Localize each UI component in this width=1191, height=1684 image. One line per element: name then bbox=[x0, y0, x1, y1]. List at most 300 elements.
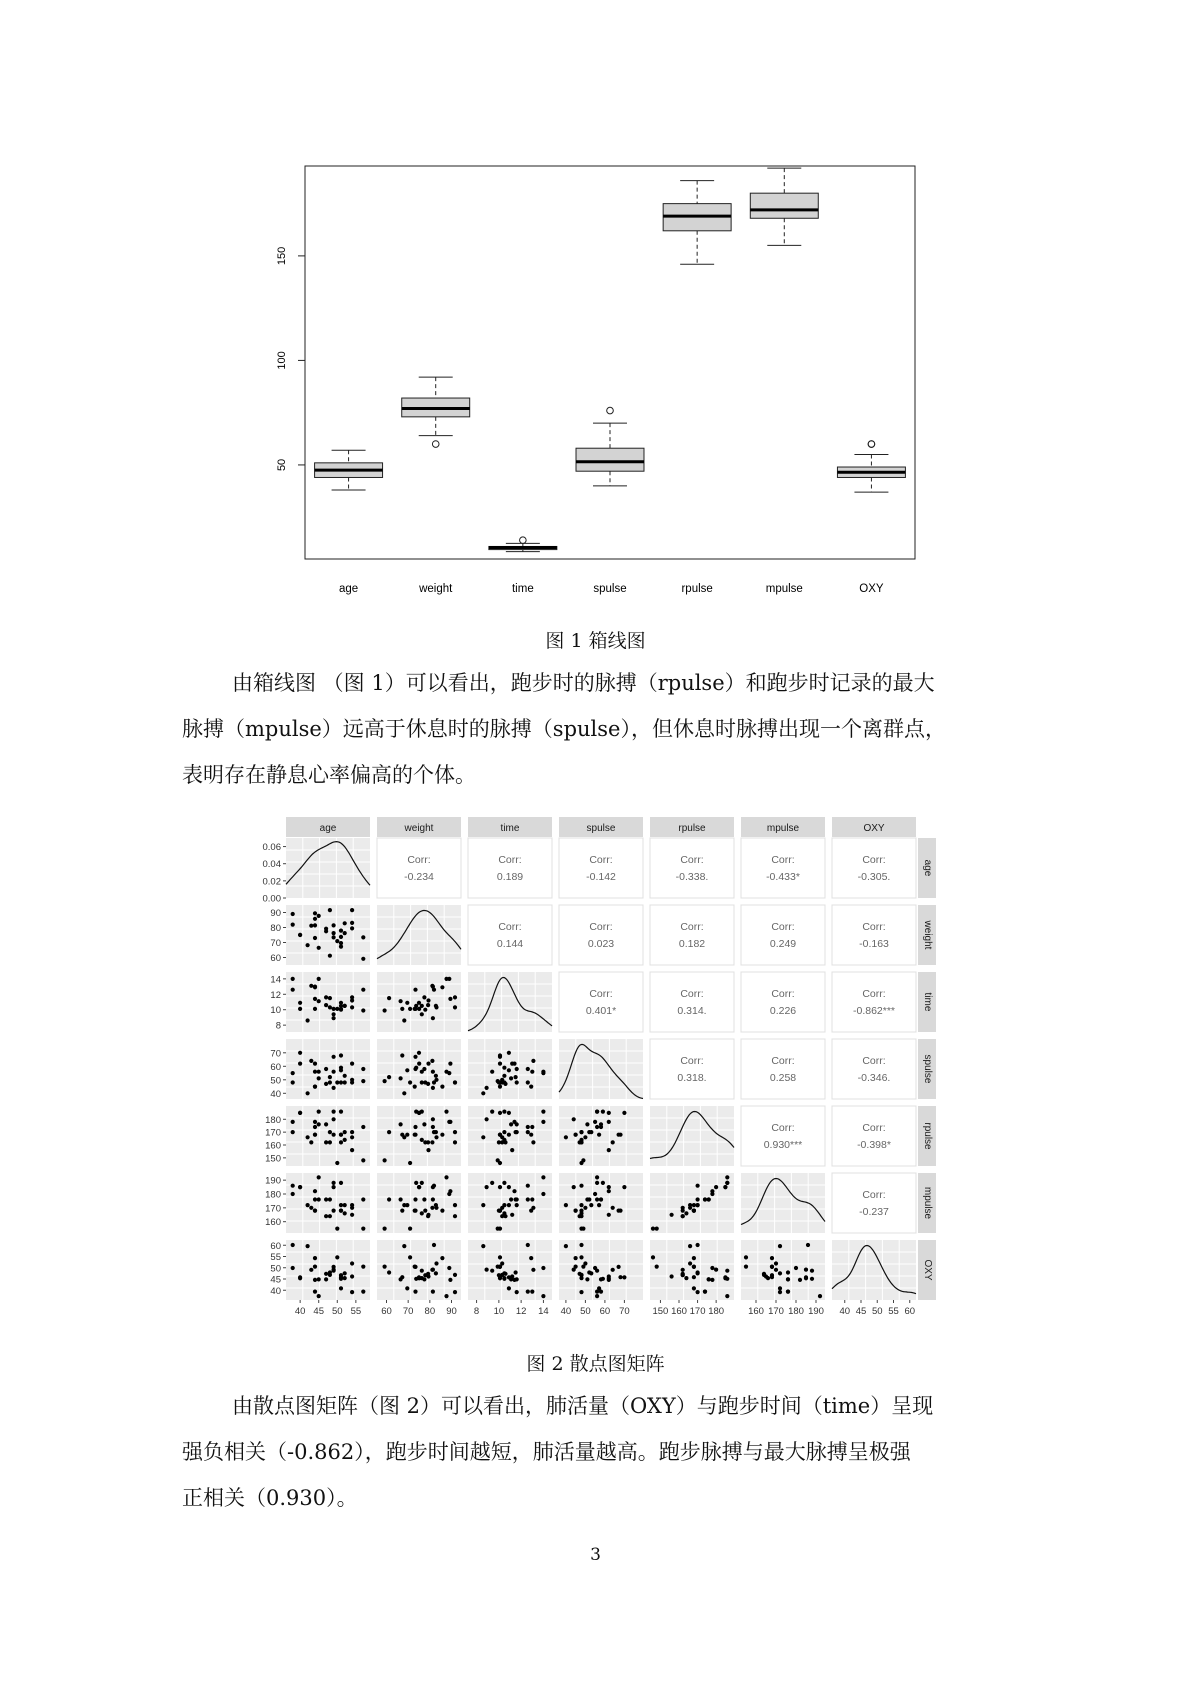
x-tick-label: 50 bbox=[331, 1306, 343, 1317]
corr-panel bbox=[650, 972, 734, 1032]
corr-panel bbox=[741, 972, 825, 1032]
x-tick-label: 90 bbox=[446, 1306, 457, 1317]
scatter-point bbox=[350, 1290, 354, 1294]
x-tick-label: 190 bbox=[808, 1306, 824, 1317]
scatter-point bbox=[432, 1243, 436, 1247]
scatter-point bbox=[324, 1140, 328, 1144]
scatter-point bbox=[317, 946, 321, 950]
scatter-point bbox=[420, 1138, 424, 1142]
y-tick-label: 50 bbox=[270, 1263, 281, 1275]
y-tick-label: 40 bbox=[270, 1088, 281, 1100]
scatter-point bbox=[440, 985, 444, 989]
x-tick-label: rpulse bbox=[681, 583, 713, 595]
scatter-point bbox=[328, 996, 332, 1000]
scatter-point bbox=[696, 1243, 700, 1247]
scatter-point bbox=[526, 1080, 530, 1084]
scatter-point bbox=[408, 1080, 412, 1084]
row-strip-label: age bbox=[922, 859, 933, 877]
scatter-point bbox=[599, 1290, 603, 1294]
scatter-point bbox=[431, 1016, 435, 1020]
scatter-point bbox=[430, 1059, 434, 1063]
y-tick-label: 12 bbox=[270, 989, 281, 1001]
x-tick-label: age bbox=[338, 583, 359, 595]
scatter-point bbox=[313, 917, 317, 921]
scatter-point bbox=[350, 1005, 354, 1009]
scatter-point bbox=[413, 1197, 417, 1201]
scatter-point bbox=[622, 1275, 626, 1279]
scatter-point bbox=[589, 1203, 593, 1207]
scatter-point bbox=[453, 1140, 457, 1144]
scatter-point bbox=[420, 1004, 424, 1008]
scatter-point bbox=[339, 1080, 343, 1084]
scatter-point bbox=[332, 1070, 336, 1074]
panel-background bbox=[286, 1106, 370, 1166]
scatter-point bbox=[317, 977, 321, 981]
panel-background bbox=[468, 1240, 552, 1300]
corr-label: Corr: bbox=[771, 988, 795, 1000]
scatter-point bbox=[317, 1294, 321, 1298]
scatter-point bbox=[332, 1012, 336, 1016]
paragraph-1-line: 脉搏（mpulse）远高于休息时的脉搏（spulse），但休息时脉搏出现一个离群点， bbox=[182, 717, 946, 741]
scatter-point bbox=[622, 1111, 626, 1115]
panel-background bbox=[377, 1240, 461, 1300]
scatter-point bbox=[387, 1197, 391, 1201]
scatter-point bbox=[579, 1276, 583, 1280]
corr-label: Corr: bbox=[498, 921, 522, 933]
scatter-point bbox=[313, 1125, 317, 1129]
scatter-point bbox=[622, 1185, 626, 1189]
x-tick-label: mpulse bbox=[765, 583, 803, 595]
scatter-point bbox=[332, 1269, 336, 1273]
scatter-point bbox=[422, 1197, 426, 1201]
scatter-point bbox=[324, 927, 328, 931]
scatter-point bbox=[804, 1275, 808, 1279]
scatter-point bbox=[507, 1068, 511, 1072]
scatter-point bbox=[313, 1120, 317, 1124]
scatter-point bbox=[291, 977, 295, 981]
scatter-point bbox=[778, 1286, 782, 1290]
scatter-point bbox=[306, 1135, 310, 1139]
scatter-point bbox=[688, 1261, 692, 1265]
column-strip-label: time bbox=[500, 823, 520, 834]
scatter-point bbox=[703, 1290, 707, 1294]
scatter-point bbox=[595, 1125, 599, 1129]
corr-label: Corr: bbox=[589, 921, 613, 933]
scatter-point bbox=[309, 1206, 313, 1210]
scatter-point bbox=[541, 1070, 545, 1074]
scatter-point bbox=[313, 1070, 317, 1074]
corr-value: 0.318. bbox=[677, 1072, 707, 1084]
panel-background bbox=[286, 1173, 370, 1233]
scatter-point bbox=[681, 1268, 685, 1272]
x-tick-label: 40 bbox=[839, 1306, 851, 1317]
scatter-point bbox=[332, 1209, 336, 1213]
scatter-point bbox=[383, 1079, 387, 1083]
scatter-point bbox=[485, 1185, 489, 1189]
scatter-point bbox=[684, 1211, 688, 1215]
scatter-point bbox=[531, 1140, 535, 1144]
y-tick-label: 160 bbox=[265, 1217, 281, 1229]
scatter-point bbox=[607, 1120, 611, 1124]
scatter-point bbox=[710, 1266, 714, 1270]
y-tick-label: 40 bbox=[270, 1285, 281, 1297]
scatter-point bbox=[617, 1265, 621, 1269]
scatter-point bbox=[324, 1067, 328, 1071]
x-tick-label: 50 bbox=[580, 1306, 591, 1317]
scatter-point bbox=[440, 1133, 444, 1137]
scatter-point bbox=[806, 1243, 810, 1247]
scatter-point bbox=[430, 1206, 434, 1210]
scatter-point bbox=[306, 1091, 310, 1095]
scatter-point bbox=[328, 954, 332, 958]
scatter-point bbox=[574, 1133, 578, 1137]
scatter-point bbox=[453, 1080, 457, 1084]
scatter-point bbox=[324, 1082, 328, 1086]
x-tick-label: 180 bbox=[788, 1306, 804, 1317]
corr-label: Corr: bbox=[771, 921, 795, 933]
scatter-point bbox=[444, 1070, 448, 1074]
scatter-point bbox=[510, 1148, 514, 1152]
scatter-point bbox=[529, 1133, 533, 1137]
scatter-point bbox=[426, 1274, 430, 1278]
scatter-point bbox=[774, 1261, 778, 1265]
y-tick-label: 70 bbox=[270, 938, 281, 949]
scatter-point bbox=[399, 1076, 403, 1080]
scatter-point bbox=[431, 1185, 435, 1189]
scatter-point bbox=[498, 1053, 502, 1057]
scatter-point bbox=[725, 1175, 729, 1179]
scatter-point bbox=[611, 1140, 615, 1144]
panel-background bbox=[468, 972, 552, 1032]
scatter-point bbox=[607, 1274, 611, 1278]
scatter-point bbox=[408, 1255, 412, 1259]
scatter-point bbox=[572, 1117, 576, 1121]
x-tick-label: 60 bbox=[381, 1306, 392, 1317]
scatter-point bbox=[361, 988, 365, 992]
x-tick-label: 160 bbox=[748, 1306, 764, 1317]
y-tick-label: 60 bbox=[270, 953, 281, 964]
y-tick-label: 0.02 bbox=[262, 876, 281, 888]
x-tick-label: weight bbox=[419, 583, 453, 595]
panel-background bbox=[650, 1173, 734, 1233]
scatter-point bbox=[399, 1122, 403, 1126]
scatter-point bbox=[810, 1269, 814, 1273]
scatter-point bbox=[313, 911, 317, 915]
scatter-point bbox=[420, 1181, 424, 1185]
corr-panel bbox=[377, 838, 461, 898]
scatter-point bbox=[417, 1001, 421, 1005]
scatter-point bbox=[579, 1130, 583, 1134]
scatter-point bbox=[579, 1255, 583, 1259]
scatter-point bbox=[564, 1203, 568, 1207]
scatter-point bbox=[405, 1286, 409, 1290]
scatter-point bbox=[399, 1197, 403, 1201]
corr-panel bbox=[832, 1106, 916, 1166]
scatter-point bbox=[343, 1080, 347, 1084]
column-strip-label: weight bbox=[404, 823, 434, 834]
scatter-point bbox=[339, 935, 343, 939]
scatter-point bbox=[350, 1130, 354, 1134]
scatter-point bbox=[453, 1005, 457, 1009]
scatter-point bbox=[350, 1261, 354, 1265]
scatter-point bbox=[601, 1181, 605, 1185]
panel-background bbox=[377, 1039, 461, 1099]
corr-value: -0.346. bbox=[857, 1072, 891, 1084]
scatter-point bbox=[579, 1203, 583, 1207]
scatter-point bbox=[335, 1007, 339, 1011]
scatter-point bbox=[541, 1175, 545, 1179]
scatter-point bbox=[298, 1001, 302, 1005]
scatter-point bbox=[400, 1209, 404, 1213]
scatter-point bbox=[339, 945, 343, 949]
scatter-point bbox=[339, 1203, 343, 1207]
paragraph-1-line: 表明存在静息心率偏高的个体。 bbox=[182, 763, 476, 787]
scatter-point bbox=[681, 1214, 685, 1218]
scatter-point bbox=[328, 1214, 332, 1218]
scatter-point bbox=[526, 1067, 530, 1071]
scatter-point bbox=[291, 1130, 295, 1134]
scatter-point bbox=[447, 1192, 451, 1196]
scatter-point bbox=[564, 1244, 568, 1248]
scatter-point bbox=[707, 1197, 711, 1201]
scatter-point bbox=[514, 1130, 518, 1134]
scatter-point bbox=[324, 1122, 328, 1126]
scatter-point bbox=[298, 1007, 302, 1011]
boxplot-chart bbox=[255, 150, 935, 610]
scatter-point bbox=[448, 1062, 452, 1066]
corr-panel bbox=[832, 838, 916, 898]
scatter-point bbox=[420, 1110, 424, 1114]
x-tick-label: 10 bbox=[493, 1306, 505, 1317]
scatter-point bbox=[485, 1117, 489, 1121]
scatter-point bbox=[440, 1256, 444, 1260]
scatter-point bbox=[507, 1185, 511, 1189]
scatter-point bbox=[313, 923, 317, 927]
scatter-point bbox=[309, 1140, 313, 1144]
y-tick-label: 150 bbox=[265, 1153, 281, 1165]
scatter-point bbox=[291, 1192, 295, 1196]
scatter-point bbox=[350, 1062, 354, 1066]
scatter-point bbox=[402, 1091, 406, 1095]
scatter-point bbox=[618, 1133, 622, 1137]
corr-value: 0.249 bbox=[769, 938, 797, 950]
scatter-point bbox=[361, 1265, 365, 1269]
scatter-point bbox=[309, 984, 313, 988]
corr-label: Corr: bbox=[862, 1122, 886, 1134]
scatter-point bbox=[417, 1185, 421, 1189]
corr-panel bbox=[832, 972, 916, 1032]
scatter-point bbox=[579, 1211, 583, 1215]
scatter-point bbox=[498, 1185, 502, 1189]
scatter-point bbox=[714, 1268, 718, 1272]
scatter-point bbox=[692, 1256, 696, 1260]
scatter-point bbox=[332, 931, 336, 935]
scatter-point bbox=[541, 1266, 545, 1270]
scatter-point bbox=[361, 1067, 365, 1071]
scatter-point bbox=[481, 1244, 485, 1248]
scatter-point bbox=[332, 1133, 336, 1137]
scatter-point bbox=[339, 1277, 343, 1281]
plot-frame bbox=[305, 166, 915, 559]
scatter-point bbox=[431, 1125, 435, 1129]
scatter-point bbox=[413, 1055, 417, 1059]
scatter-point bbox=[405, 1001, 409, 1005]
scatter-point bbox=[328, 908, 332, 912]
scatter-point bbox=[422, 1122, 426, 1126]
scatter-point bbox=[515, 1080, 519, 1084]
x-tick-label: 55 bbox=[350, 1306, 362, 1317]
scatter-point bbox=[589, 1130, 593, 1134]
scatter-point bbox=[778, 1244, 782, 1248]
scatter-point bbox=[593, 1192, 597, 1196]
scatter-point bbox=[611, 1206, 615, 1210]
scatter-point bbox=[306, 1244, 310, 1248]
scatter-point bbox=[332, 1265, 336, 1269]
x-tick-label: 60 bbox=[904, 1306, 916, 1317]
scatter-point bbox=[597, 1203, 601, 1207]
scatter-point bbox=[481, 1091, 485, 1095]
scatter-point bbox=[496, 1158, 500, 1162]
paragraph-2-line: 强负相关（-0.862），跑步时间越短，肺活量越高。跑步脉搏与最大脉搏呈极强 bbox=[182, 1440, 911, 1464]
scatter-point bbox=[434, 1004, 438, 1008]
scatter-point bbox=[335, 939, 339, 943]
scatter-point bbox=[317, 1070, 321, 1074]
scatter-point bbox=[361, 1227, 365, 1231]
panel-background bbox=[559, 1173, 643, 1233]
scatter-point bbox=[317, 999, 321, 1003]
corr-label: Corr: bbox=[680, 1055, 704, 1067]
scatter-point bbox=[400, 1133, 404, 1137]
scatter-point bbox=[420, 1211, 424, 1215]
scatter-point bbox=[339, 1133, 343, 1137]
scatter-point bbox=[313, 1290, 317, 1294]
scatter-point bbox=[515, 1067, 519, 1071]
scatter-point bbox=[607, 1189, 611, 1193]
scatter-point bbox=[485, 1268, 489, 1272]
scatter-point bbox=[434, 1078, 438, 1082]
scatter-point bbox=[339, 929, 343, 933]
scatter-point bbox=[601, 1110, 605, 1114]
corr-label: Corr: bbox=[589, 854, 613, 866]
outlier-point bbox=[868, 441, 875, 448]
scatter-point bbox=[426, 1148, 430, 1152]
scatter-point bbox=[526, 1243, 530, 1247]
corr-panel bbox=[559, 838, 643, 898]
scatter-point bbox=[579, 1184, 583, 1188]
scatter-point bbox=[502, 1211, 506, 1215]
scatter-point bbox=[291, 1243, 295, 1247]
scatter-point bbox=[291, 1266, 295, 1270]
scatter-point bbox=[502, 1130, 506, 1134]
scatter-point bbox=[434, 1135, 438, 1139]
scatter-point bbox=[317, 1197, 321, 1201]
scatter-point bbox=[361, 1197, 365, 1201]
scatter-point bbox=[420, 1012, 424, 1016]
scatter-point bbox=[430, 1140, 434, 1144]
scatter-point bbox=[413, 1085, 417, 1089]
scatter-point bbox=[306, 943, 310, 947]
scatter-point bbox=[725, 1277, 729, 1281]
scatter-point bbox=[444, 977, 448, 981]
corr-value: -0.305. bbox=[857, 871, 891, 883]
scatter-point bbox=[313, 1007, 317, 1011]
y-tick-label: 60 bbox=[270, 1061, 281, 1073]
scatter-point bbox=[581, 1265, 585, 1269]
scatter-point bbox=[810, 1277, 814, 1281]
scatter-point bbox=[509, 1076, 513, 1080]
y-tick-label: 14 bbox=[270, 974, 281, 986]
scatter-point bbox=[400, 1007, 404, 1011]
scatter-point bbox=[448, 997, 452, 1001]
y-tick-label: 0.04 bbox=[262, 859, 281, 871]
scatter-point bbox=[332, 1181, 336, 1185]
scatter-point bbox=[607, 1148, 611, 1152]
scatter-point bbox=[530, 1290, 534, 1294]
x-tick-label: 45 bbox=[313, 1306, 325, 1317]
outlier-point bbox=[520, 537, 527, 544]
figure-2-caption: 图 2 散点图矩阵 bbox=[526, 1353, 665, 1375]
scatter-point bbox=[332, 1110, 336, 1114]
y-tick-label: 55 bbox=[270, 1252, 281, 1263]
scatter-point bbox=[350, 908, 354, 912]
row-strip-label: mpulse bbox=[922, 1186, 933, 1220]
scatter-point bbox=[744, 1265, 748, 1269]
scatter-point bbox=[579, 1243, 583, 1247]
scatter-point bbox=[696, 1203, 700, 1207]
scatter-point bbox=[710, 1278, 714, 1282]
paragraph-2-line: 正相关（0.930）。 bbox=[182, 1486, 358, 1510]
scatter-point bbox=[387, 1270, 391, 1274]
scatter-point bbox=[696, 1184, 700, 1188]
y-tick-label: 10 bbox=[270, 1005, 281, 1017]
corr-panel bbox=[832, 905, 916, 965]
scatter-point bbox=[515, 1122, 519, 1126]
scatter-point bbox=[515, 1203, 519, 1207]
scatter-point bbox=[324, 1277, 328, 1281]
scatter-point bbox=[361, 1290, 365, 1294]
scatter-point bbox=[778, 1271, 782, 1275]
scatter-point bbox=[328, 1140, 332, 1144]
scatter-point bbox=[444, 1294, 448, 1298]
scatter-point bbox=[541, 1120, 545, 1124]
scatter-matrix-chart bbox=[236, 815, 936, 1335]
scatter-point bbox=[317, 1175, 321, 1179]
scatter-point bbox=[579, 1290, 583, 1294]
scatter-point bbox=[447, 1266, 451, 1270]
scatter-point bbox=[526, 1184, 530, 1188]
panel-background bbox=[650, 1240, 734, 1300]
scatter-point bbox=[514, 1197, 518, 1201]
y-tick-label: 170 bbox=[265, 1203, 281, 1215]
scatter-point bbox=[339, 1110, 343, 1114]
x-tick-label: 70 bbox=[619, 1306, 630, 1317]
scatter-point bbox=[447, 1120, 451, 1124]
scatter-point bbox=[581, 1227, 585, 1231]
scatter-point bbox=[317, 914, 321, 918]
scatter-point bbox=[770, 1265, 774, 1269]
scatter-point bbox=[426, 998, 430, 1002]
corr-value: 0.226 bbox=[769, 1005, 797, 1017]
scatter-point bbox=[453, 1273, 457, 1277]
scatter-point bbox=[383, 1227, 387, 1231]
scatter-point bbox=[350, 1213, 354, 1217]
panel-background bbox=[377, 1106, 461, 1166]
scatter-point bbox=[332, 1086, 336, 1090]
panel-background bbox=[377, 1173, 461, 1233]
scatter-point bbox=[744, 1255, 748, 1259]
y-tick-label: 190 bbox=[265, 1175, 281, 1187]
scatter-point bbox=[413, 1290, 417, 1294]
